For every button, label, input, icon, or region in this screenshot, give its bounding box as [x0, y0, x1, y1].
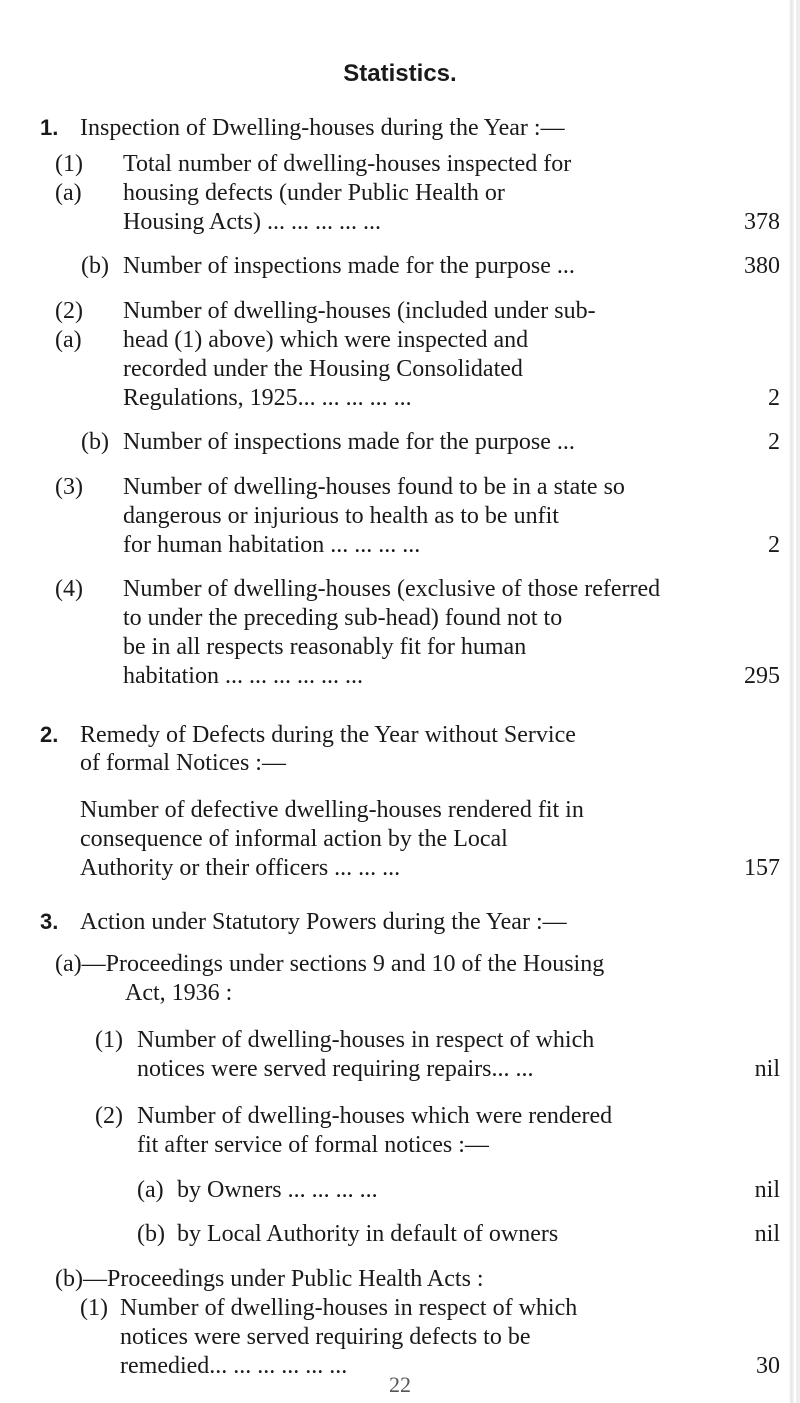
page-edge-shadow — [789, 0, 794, 1403]
page-header: Statistics. — [343, 60, 457, 87]
item-value: nil — [754, 1221, 780, 1247]
item-text-line: Number of dwelling-houses in respect of which — [120, 1295, 578, 1321]
item-label: (2) (a) — [55, 298, 83, 353]
item-text-line: Authority or their officers ... ... ... — [80, 855, 401, 881]
item-text-line: by Local Authority in default of owners — [177, 1221, 559, 1247]
item-value: 378 — [744, 209, 780, 235]
item-text-line: notices were served requiring defects to be — [120, 1324, 531, 1350]
item-text-line: Housing Acts) ... ... ... ... ... — [123, 209, 381, 235]
section-1-heading — [40, 113, 565, 143]
item-text-line: Number of defective dwelling-houses rendered fit in — [80, 797, 584, 823]
item-text-line: notices were served requiring repairs... ... — [137, 1056, 534, 1082]
item-text-line: by Owners ... ... ... ... — [177, 1177, 378, 1203]
section-2-heading — [40, 720, 576, 750]
item-text-line: housing defects (under Public Health or — [123, 180, 505, 206]
item-text-line: Total number of dwelling-houses inspected for — [123, 151, 572, 177]
item-value: nil — [754, 1056, 780, 1082]
item-text-line: Regulations, 1925... ... ... ... ... — [123, 385, 412, 411]
item-value: 157 — [744, 855, 780, 881]
item-label: (b) — [81, 429, 109, 455]
item-text-line: Number of inspections made for the purpose ... — [123, 429, 575, 455]
item-label: (b) — [81, 253, 109, 279]
item-value: 380 — [744, 253, 780, 279]
item-label: (1) — [80, 1295, 108, 1321]
item-value: nil — [754, 1177, 780, 1203]
subsection-a-line: Act, 1936 : — [125, 980, 233, 1006]
section-title: Inspection of Dwelling-houses during the Year :— — [80, 115, 565, 141]
item-text-line: habitation ... ... ... ... ... ... — [123, 663, 363, 689]
item-label: (3) — [55, 474, 83, 500]
item-text-line: be in all respects reasonably fit for human — [123, 634, 527, 660]
item-text-line: for human habitation ... ... ... ... — [123, 532, 421, 558]
item-text-line: fit after service of formal notices :— — [137, 1132, 489, 1158]
item-label: (b) — [137, 1221, 165, 1247]
item-label: (a) — [137, 1177, 164, 1203]
section-title: Action under Statutory Powers during the Year :— — [80, 909, 567, 935]
item-text-line: Number of inspections made for the purpose ... — [123, 253, 575, 279]
item-text-line: consequence of informal action by the Local — [80, 826, 508, 852]
item-text-line: head (1) above) which were inspected and — [123, 327, 529, 353]
page-number: 22 — [389, 1372, 411, 1397]
item-text-line: Number of dwelling-houses in respect of which — [137, 1027, 595, 1053]
section-number: 1. — [40, 115, 59, 140]
item-value: 295 — [744, 663, 780, 689]
item-text-line: Number of dwelling-houses found to be in a state so — [123, 474, 625, 500]
section-number: 3. — [40, 909, 59, 934]
item-value: 30 — [756, 1353, 780, 1379]
section-title-line: Remedy of Defects during the Year without Service — [80, 722, 576, 748]
item-label: (1) — [95, 1027, 123, 1053]
item-value: 2 — [768, 532, 780, 558]
subsection-b-line: (b)—Proceedings under Public Health Acts : — [55, 1266, 484, 1292]
item-label: (2) — [95, 1103, 123, 1129]
item-text-line: dangerous or injurious to health as to be unfit — [123, 503, 559, 529]
item-text-line: recorded under the Housing Consolidated — [123, 356, 523, 382]
item-text-line: to under the preceding sub-head) found not to — [123, 605, 563, 631]
section-3-heading — [40, 907, 567, 937]
item-text-line: remedied... ... ... ... ... ... — [120, 1353, 348, 1379]
item-label: (4) — [55, 576, 83, 602]
section-title-line: of formal Notices :— — [80, 750, 286, 776]
page-edge-margin — [796, 0, 800, 1403]
item-label: (1) (a) — [55, 151, 83, 206]
item-text-line: Number of dwelling-houses (included under sub- — [123, 298, 596, 324]
subsection-a-line: (a)—Proceedings under sections 9 and 10 of the Housing — [55, 951, 605, 977]
item-text-line: Number of dwelling-houses which were rendered — [137, 1103, 613, 1129]
item-value: 2 — [768, 385, 780, 411]
item-text-line: Number of dwelling-houses (exclusive of those referred — [123, 576, 661, 602]
item-value: 2 — [768, 429, 780, 455]
section-number: 2. — [40, 722, 59, 747]
